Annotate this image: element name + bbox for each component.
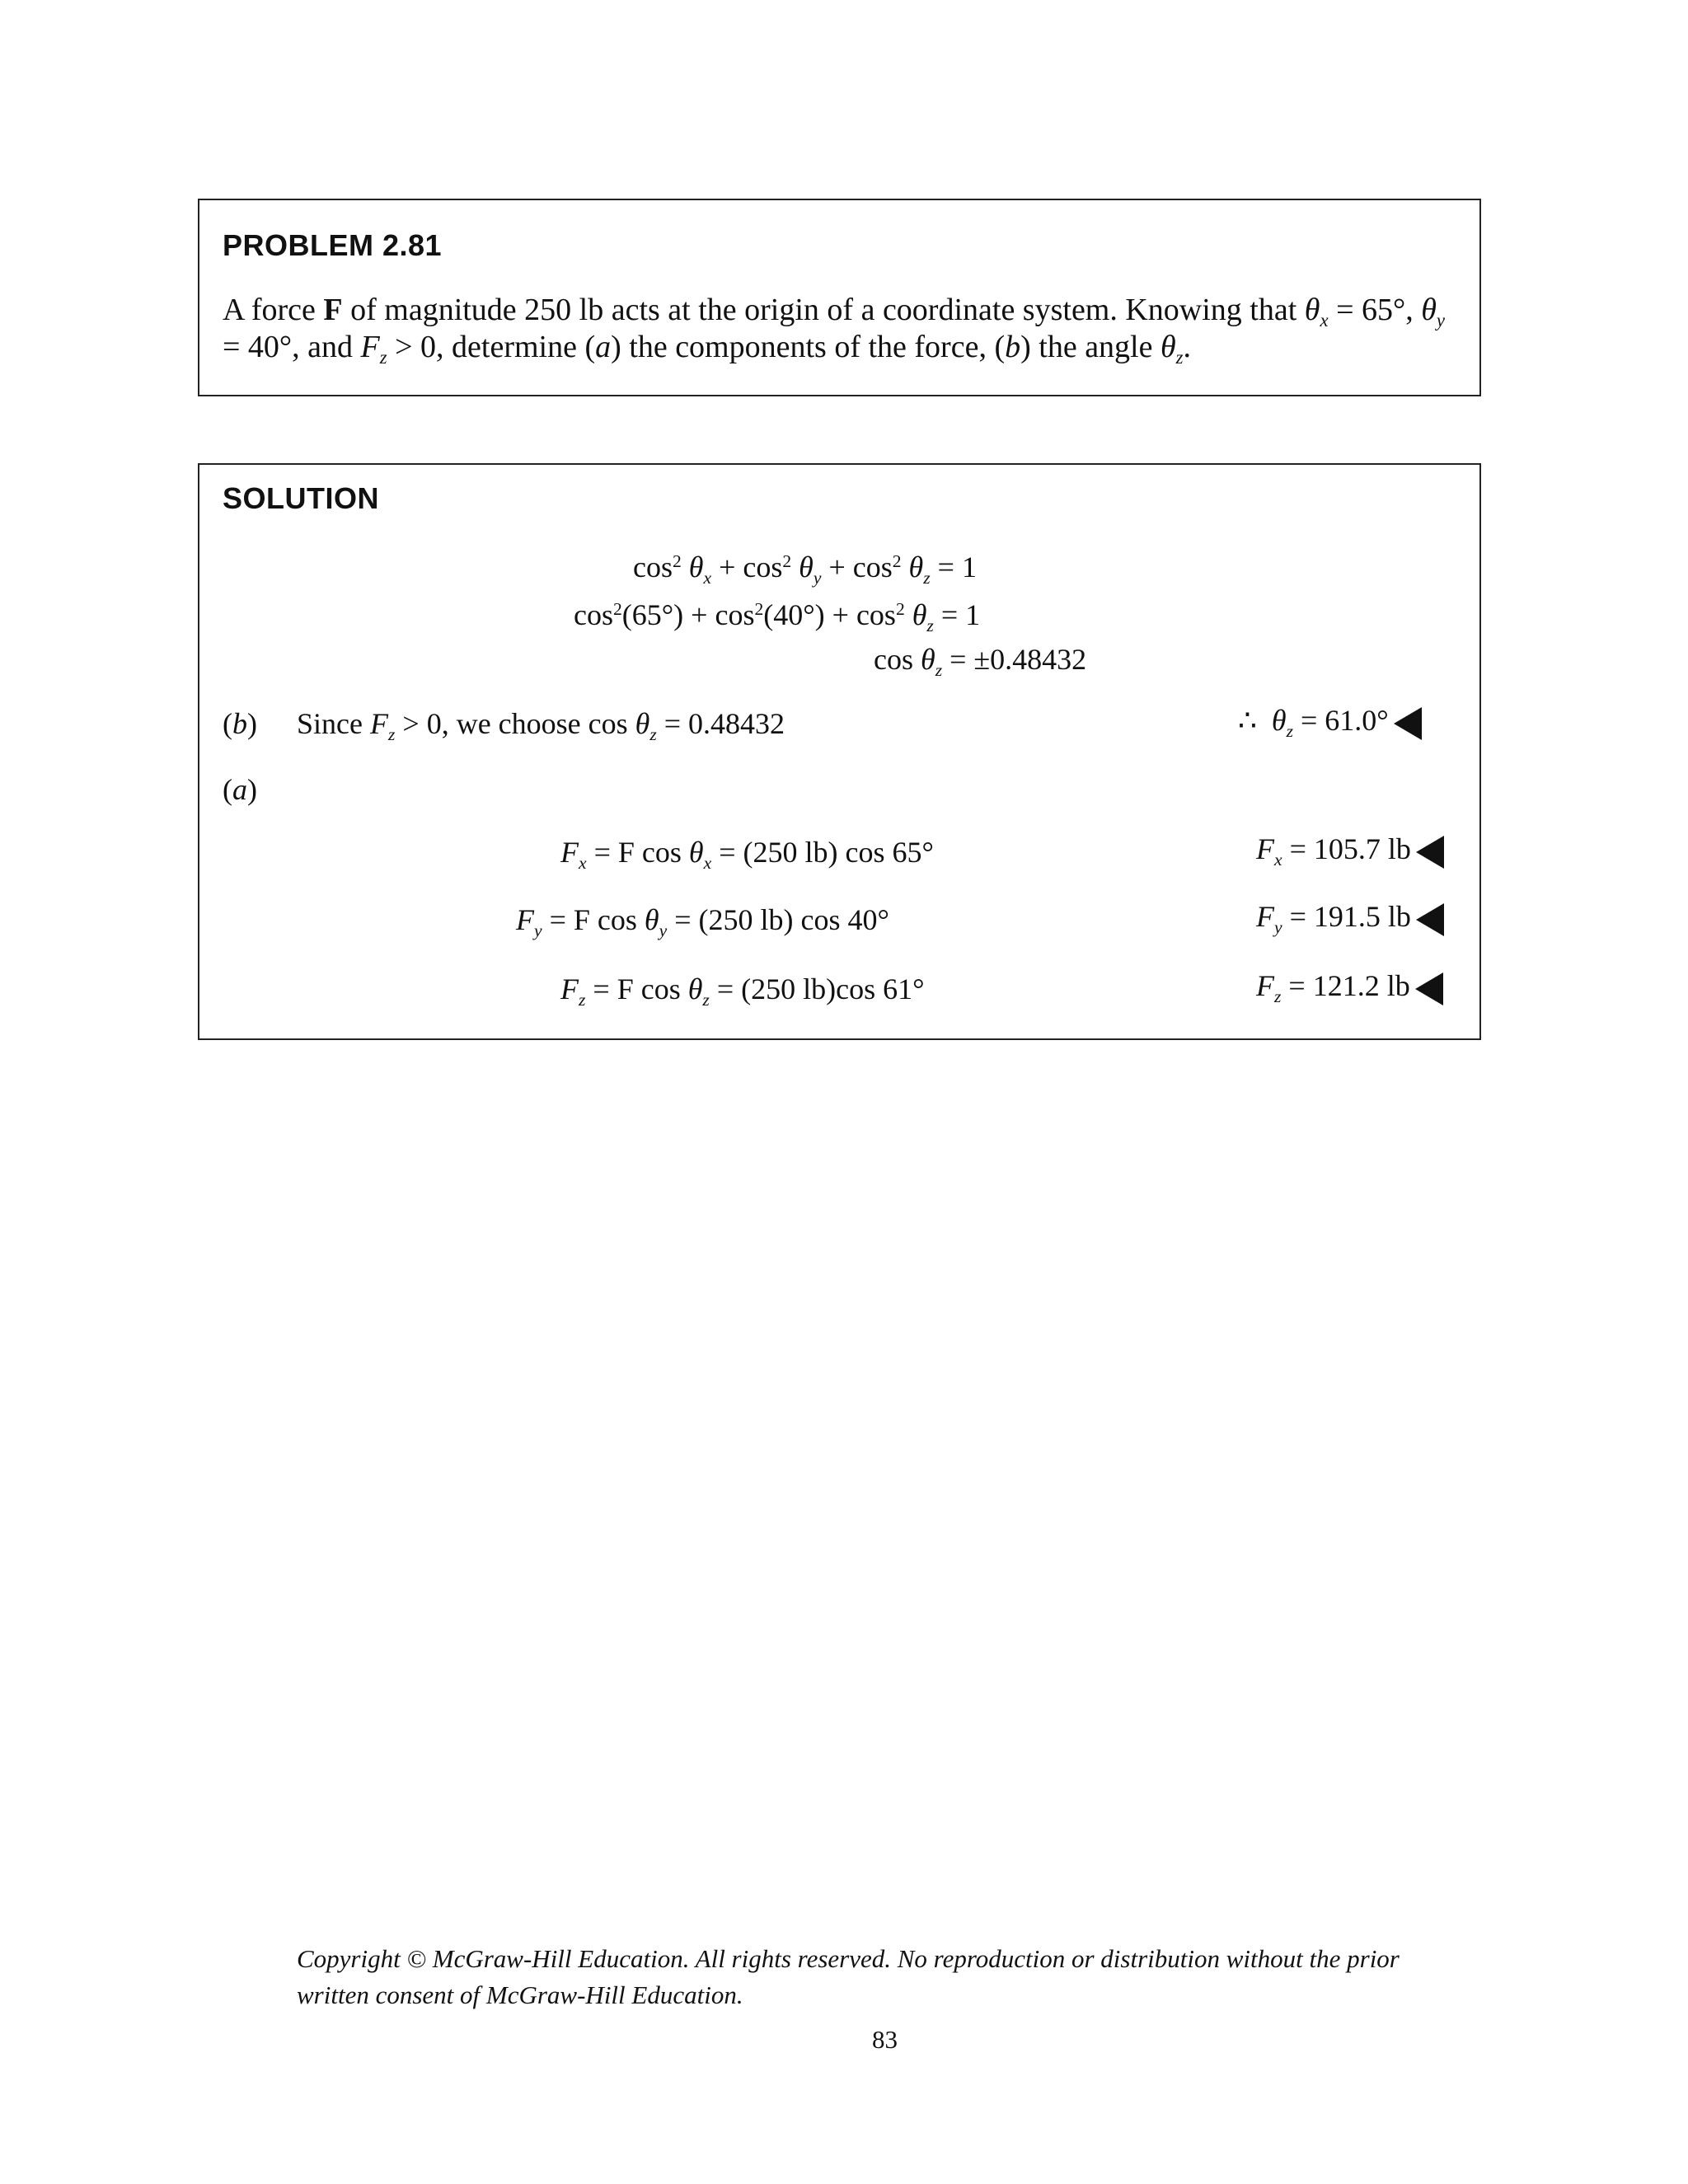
answer-marker-icon (1416, 836, 1444, 869)
subscript: y (534, 920, 542, 940)
eq-text: = F cos (585, 972, 688, 1005)
eq-text: = (250 lb) cos 65° (711, 836, 934, 869)
equation-direction-cosines (633, 551, 977, 588)
theta-symbol: θ (687, 972, 703, 1005)
eq-text: ) (247, 773, 257, 806)
theta-symbol: θ (1160, 330, 1176, 364)
eq-text: ( (223, 773, 232, 806)
theta-symbol: θ (1271, 704, 1287, 737)
subscript: y (659, 920, 668, 940)
solution-heading: SOLUTION (223, 481, 379, 515)
eq-text: = 61.0° (1293, 704, 1389, 737)
statement-text: A force (223, 293, 324, 327)
equation-fy (516, 903, 889, 940)
part-b-label (223, 707, 257, 740)
eq-text: = 191.5 lb (1282, 900, 1411, 933)
eq-text: = F cos (586, 836, 689, 869)
eq-text: = 0.48432 (656, 707, 785, 740)
answer-marker-icon (1394, 707, 1422, 740)
solution-box (198, 463, 1481, 1040)
part-letter: a (232, 773, 247, 806)
superscript: 2 (613, 599, 622, 620)
subscript: z (387, 724, 396, 744)
force-symbol: F (516, 903, 534, 936)
part-b-statement (297, 707, 785, 744)
subscript: x (579, 852, 587, 873)
superscript: 2 (892, 551, 902, 572)
statement-text: = 65°, (1328, 293, 1422, 327)
subscript: x (1320, 309, 1329, 330)
subscript: z (579, 989, 586, 1010)
subscript: x (703, 852, 712, 873)
theta-symbol: θ (644, 903, 659, 936)
force-symbol: F (1256, 900, 1274, 933)
superscript: 2 (895, 599, 905, 620)
part-letter: a (595, 330, 612, 364)
subscript: z (649, 724, 657, 744)
problem-box (198, 199, 1481, 396)
theta-symbol: θ (1304, 293, 1320, 327)
superscript: 2 (673, 551, 682, 572)
eq-text: = ±0.48432 (942, 643, 1087, 676)
problem-heading: PROBLEM 2.81 (223, 228, 443, 262)
theta-symbol: θ (799, 551, 814, 583)
equation-cos-theta-z (874, 643, 1086, 680)
part-letter: b (232, 707, 247, 740)
eq-text: = (250 lb) cos 40° (667, 903, 889, 936)
subscript: y (813, 567, 822, 588)
force-symbol: F (1256, 969, 1274, 1002)
statement-text: > 0, determine ( (387, 330, 596, 364)
eq-text: = 121.2 lb (1281, 969, 1410, 1002)
theta-symbol: θ (921, 643, 935, 676)
part-letter: b (1005, 330, 1021, 364)
answer-fy (1256, 900, 1444, 937)
answer-marker-icon (1416, 903, 1444, 936)
theta-symbol: θ (908, 551, 924, 583)
subscript: z (1175, 346, 1184, 368)
force-symbol: F (1256, 832, 1274, 865)
statement-text: ) the angle (1020, 330, 1160, 364)
force-symbol: F (360, 330, 380, 364)
eq-text: Since (297, 707, 370, 740)
subscript: z (923, 567, 931, 588)
theta-symbol: θ (635, 707, 650, 740)
answer-fx (1256, 832, 1444, 869)
page-number: 83 (872, 2025, 898, 2054)
eq-text: + cos (711, 551, 783, 583)
eq-text: = 1 (930, 551, 977, 583)
superscript: 2 (782, 551, 792, 572)
eq-text: = 1 (933, 598, 981, 631)
eq-text: = F cos (542, 903, 645, 936)
answer-theta-z (1238, 704, 1422, 741)
equation-substituted (574, 598, 980, 635)
subscript: z (926, 615, 934, 635)
eq-text: + cos (821, 551, 893, 583)
problem-statement (223, 293, 1459, 368)
subscript: x (1274, 849, 1282, 869)
equation-fz (560, 972, 924, 1010)
eq-text: = 105.7 lb (1282, 832, 1411, 865)
equation-fx (560, 836, 934, 873)
force-symbol: F (560, 836, 579, 869)
part-a-label (223, 773, 257, 806)
force-symbol: F (323, 293, 343, 327)
statement-text: = 40°, and (223, 330, 361, 364)
theta-symbol: θ (688, 551, 704, 583)
eq-text: cos (588, 707, 635, 740)
theta-symbol: θ (688, 836, 704, 869)
subscript: z (1274, 986, 1282, 1006)
eq-text: ( (223, 707, 232, 740)
therefore-symbol: ∴ (1238, 704, 1257, 737)
subscript: y (1274, 916, 1282, 937)
eq-text: = (250 lb)cos 61° (709, 972, 925, 1005)
eq-text: > 0, we choose (395, 707, 588, 740)
theta-symbol: θ (1421, 293, 1437, 327)
force-symbol: F (369, 707, 388, 740)
eq-text: (40°) + cos (763, 598, 896, 631)
superscript: 2 (754, 599, 764, 620)
answer-marker-icon (1415, 972, 1443, 1005)
eq-text: cos (633, 551, 673, 583)
eq-text: (65°) + cos (621, 598, 755, 631)
copyright-notice: Copyright © McGraw-Hill Education. All rights reserved. No reproduction or distribution without the prior written consent of McGraw-Hill Education. (297, 1944, 1400, 2009)
answer-fz (1256, 969, 1443, 1006)
force-symbol: F (560, 972, 579, 1005)
subscript: z (1286, 720, 1293, 741)
eq-text: cos (574, 598, 613, 631)
statement-text: ) the components of the force, ( (611, 330, 1006, 364)
statement-text: of magnitude 250 lb acts at the origin of a coordinate system. Knowing that (342, 293, 1305, 327)
subscript: y (1436, 309, 1446, 330)
subscript: x (703, 567, 712, 588)
subscript: z (935, 659, 943, 680)
subscript: z (702, 989, 710, 1010)
subscript: z (379, 346, 387, 368)
statement-text: . (1183, 330, 1192, 364)
eq-text: ) (247, 707, 257, 740)
theta-symbol: θ (912, 598, 927, 631)
eq-text: cos (874, 643, 921, 676)
